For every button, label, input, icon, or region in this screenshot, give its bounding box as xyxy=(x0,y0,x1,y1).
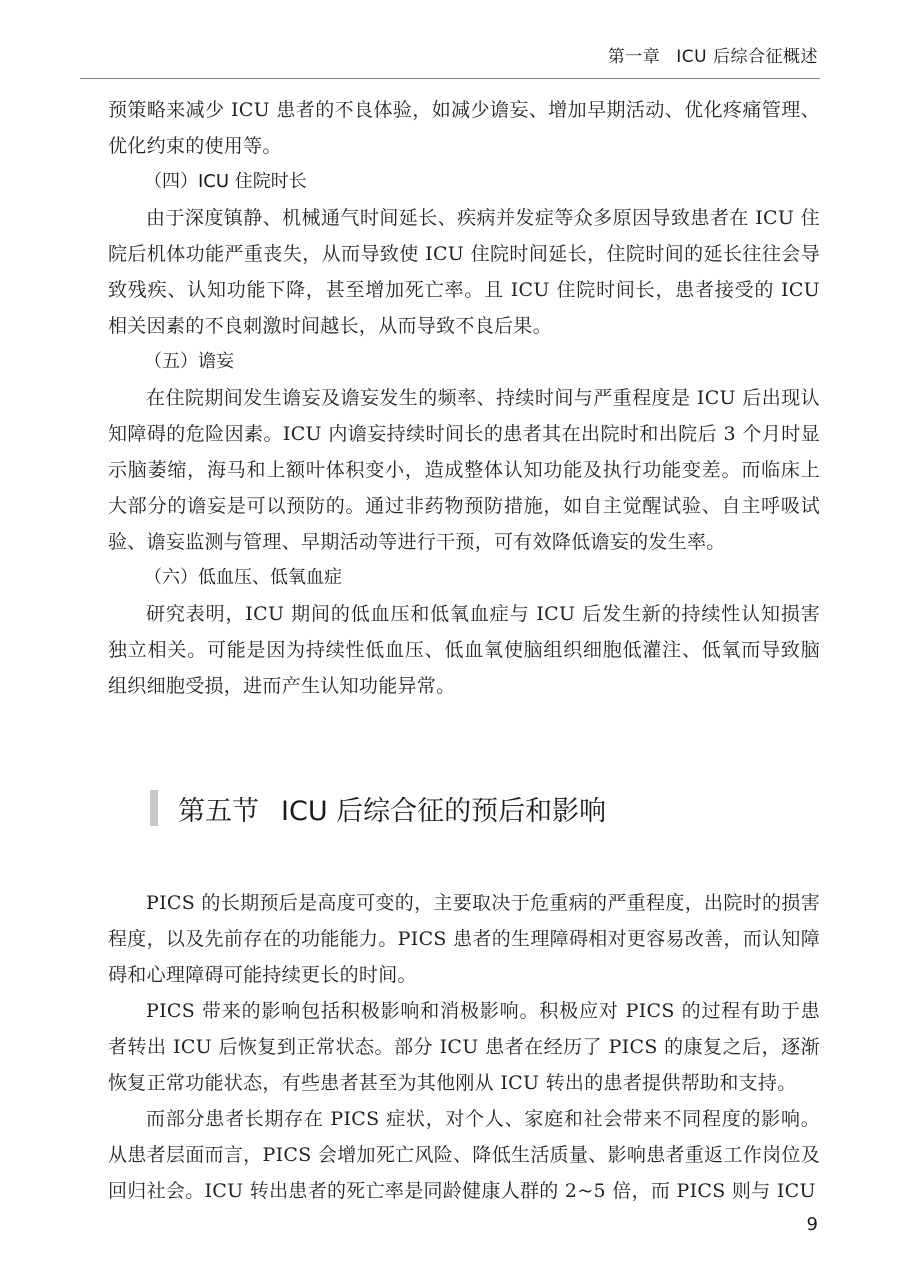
body-text-lower xyxy=(108,885,820,1209)
subheading-icu-stay: （四）ICU 住院时长 xyxy=(144,171,307,192)
paragraph-hypotension: 研究表明，ICU 期间的低血压和低氧血症与 ICU 后发生新的持续性认知损害独立相关。可能是因为持续性低血压、低血氧使脑组织细胞低灌注、低氧而导致脑组织细胞受损，进而产生认知功能异常。 xyxy=(108,603,820,697)
chapter-title: ICU 后综合征概述 xyxy=(676,47,818,67)
section-title-text: ICU 后综合征的预后和影响 xyxy=(281,795,607,827)
section-heading-bar xyxy=(150,790,158,826)
body-text-upper xyxy=(108,92,820,704)
header-rule xyxy=(80,78,820,79)
paragraph-impact: PICS 带来的影响包括积极影响和消极影响。积极应对 PICS 的过程有助于患者转出 ICU 后恢复到正常状态。部分 ICU 患者在经历了 PICS 的康复之后，逐渐恢复正常功能状态，有些患者甚至为其他刚从 ICU 转出的患者提供帮助和支持。 xyxy=(108,1000,820,1094)
section-title xyxy=(178,789,606,828)
page-number: 9 xyxy=(806,1214,818,1235)
running-header xyxy=(608,42,818,67)
subheading-hypotension: （六）低血压、低氧血症 xyxy=(144,567,342,588)
paragraph-negative-impact: 而部分患者长期存在 PICS 症状，对个人、家庭和社会带来不同程度的影响。从患者层面而言，PICS 会增加死亡风险、降低生活质量、影响患者重返工作岗位及回归社会。ICU 转出患者的死亡率是同龄健康人群的 2~5 倍，而 PICS 则与 ICU xyxy=(108,1108,820,1202)
continued-paragraph: 预策略来减少 ICU 患者的不良体验，如减少谵妄、增加早期活动、优化疼痛管理、优化约束的使用等。 xyxy=(108,99,820,157)
paragraph-prognosis: PICS 的长期预后是高度可变的，主要取决于危重病的严重程度，出院时的损害程度，以及先前存在的功能能力。PICS 患者的生理障碍相对更容易改善，而认知障碍和心理障碍可能持续更长的时间。 xyxy=(108,892,820,986)
section-heading xyxy=(150,788,606,828)
subheading-delirium: （五）谵妄 xyxy=(144,351,234,372)
section-number: 第五节 xyxy=(178,795,259,827)
chapter-label: 第一章 xyxy=(607,47,661,67)
paragraph-icu-stay: 由于深度镇静、机械通气时间延长、疾病并发症等众多原因导致患者在 ICU 住院后机体功能严重丧失，从而导致使 ICU 住院时间延长，住院时间的延长往往会导致残疾、认知功能下降，甚至增加死亡率。且 ICU 住院时间长，患者接受的 ICU 相关因素的不良刺激时间越长，从而导致不良后果。 xyxy=(108,207,820,337)
paragraph-delirium: 在住院期间发生谵妄及谵妄发生的频率、持续时间与严重程度是 ICU 后出现认知障碍的危险因素。ICU 内谵妄持续时间长的患者其在出院时和出院后 3 个月时显示脑萎缩，海马和上额叶体积变小，造成整体认知功能及执行功能变差。而临床上大部分的谵妄是可以预防的。通过非药物预防措施，如自主觉醒试验、自主呼吸试验、谵妄监测与管理、早期活动等进行干预，可有效降低谵妄的发生率。 xyxy=(108,387,820,553)
